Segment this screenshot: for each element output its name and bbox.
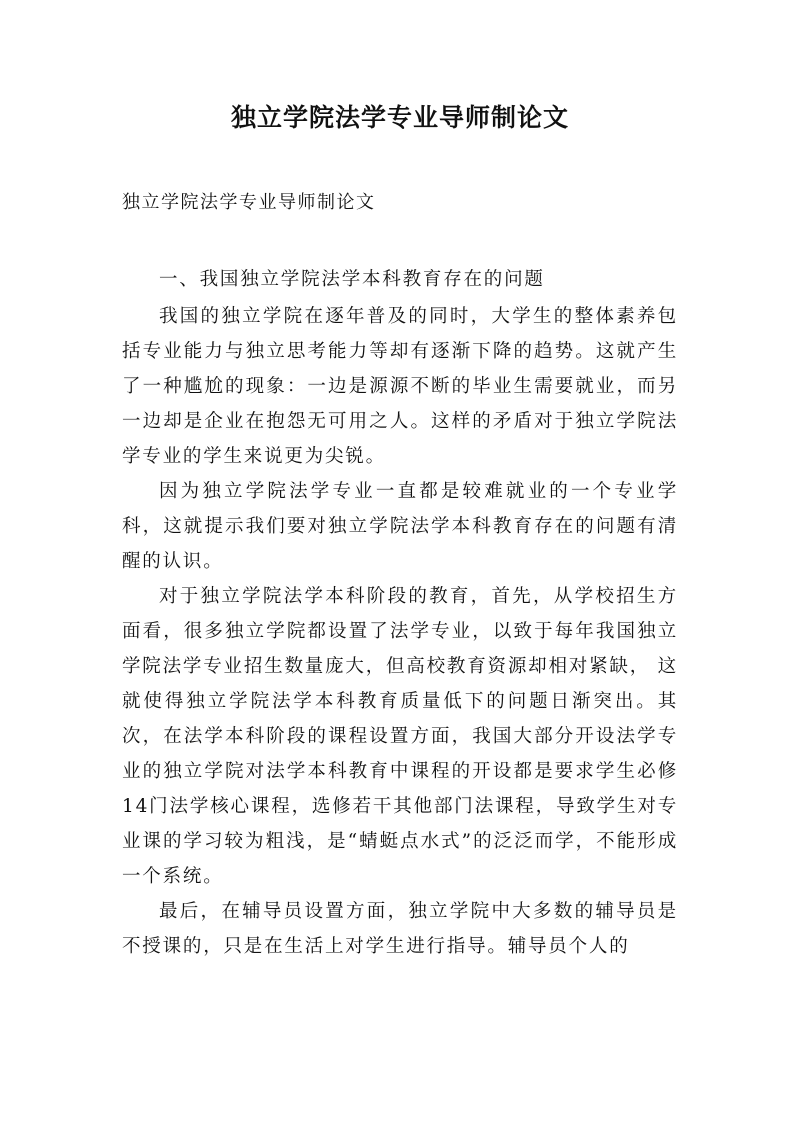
paragraph-4: 最后，在辅导员设置方面，独立学院中大多数的辅导员是不授课的，只是在生活上对学生进行指导。辅导员个人的 bbox=[122, 901, 678, 957]
document-title: 独立学院法学专业导师制论文 bbox=[230, 103, 569, 132]
document-body bbox=[122, 262, 678, 964]
paragraph-2: 因为独立学院法学专业一直都是较难就业的一个专业学科，这就提示我们要对独立学院法学本科教育存在的问题有清醒的认识。 bbox=[122, 481, 678, 572]
section-heading: 一、我国独立学院法学本科教育存在的问题 bbox=[159, 269, 545, 290]
paragraph-1: 我国的独立学院在逐年普及的同时，大学生的整体素养包括专业能力与独立思考能力等却有逐渐下降的趋势。这就产生了一种尴尬的现象：一边是源源不断的毕业生需要就业，而另一边却是企业在抱怨无可用之人。这样的矛盾对于独立学院法学专业的学生来说更为尖锐。 bbox=[122, 306, 678, 467]
paragraph-3: 对于独立学院法学本科阶段的教育，首先，从学校招生方面看，很多独立学院都设置了法学专业，以致于每年我国独立学院法学专业招生数量庞大，但高校教育资源却相对紧缺， 这就使得独立学院法学本科教育质量低下的问题日渐突出。其次，在法学本科阶段的课程设置方面，我国大部分开设法学专业的独立学院对法学本科教育中课程的开设都是要求学生必修14门法学核心课程，选修若干其他部门法课程，导致学生对专业课的学习较为粗浅，是“蜻蜓点水式”的泛泛而学，不能形成一个系统。 bbox=[122, 586, 678, 887]
document-subtitle: 独立学院法学专业导师制论文 bbox=[122, 192, 376, 213]
